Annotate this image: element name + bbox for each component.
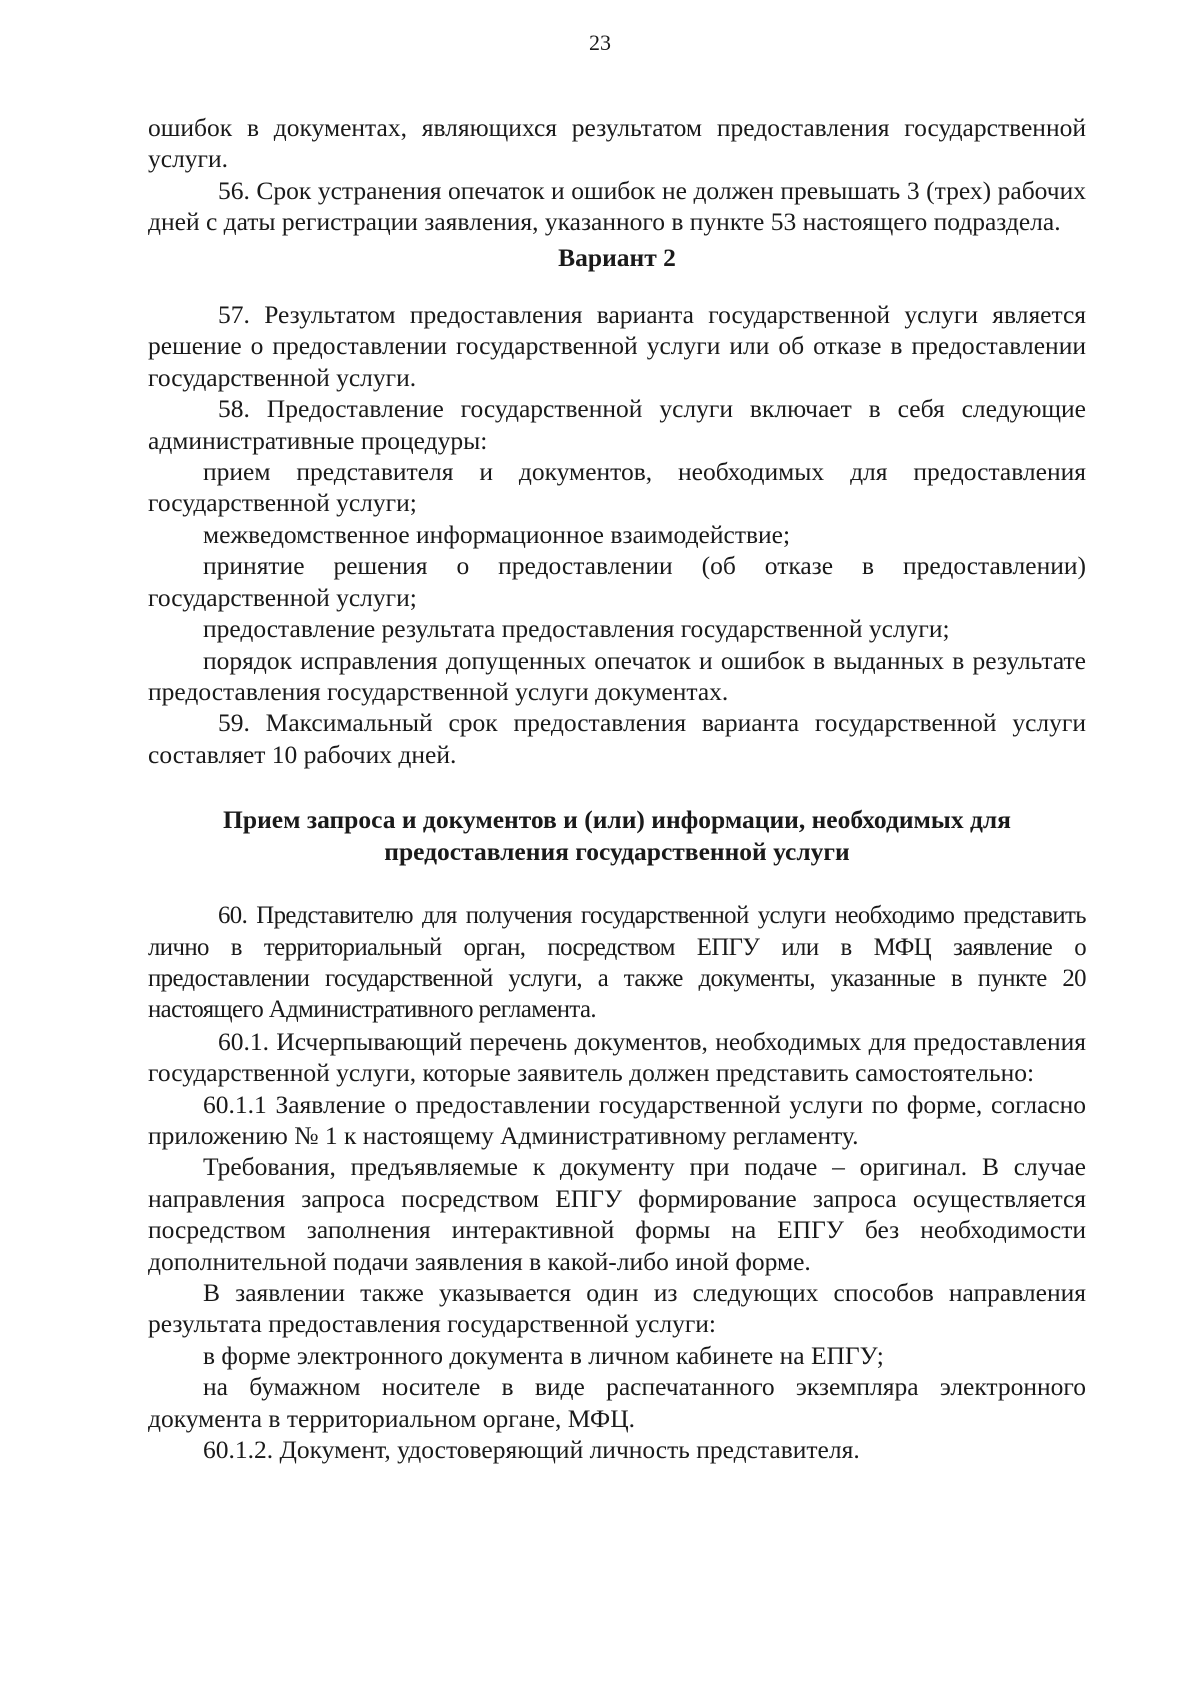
- paragraph-result-methods: В заявлении также указывается один из следующих способов направления результата предоставления государственной услуги:: [148, 1278, 1086, 1339]
- paragraph-58: 58. Предоставление государственной услуги включает в себя следующие административные процедуры:: [148, 394, 1086, 455]
- paragraph-59: 59. Максимальный срок предоставления варианта государственной услуги составляет 10 рабочих дней.: [148, 708, 1086, 769]
- procedure-item-3: принятие решения о предоставлении (об отказе в предоставлении) государственной услуги;: [148, 551, 1086, 612]
- variant-heading: Вариант 2: [558, 242, 676, 272]
- section-heading: Прием запроса и документов и (или) информации, необходимых для предоставления государственной услуги: [223, 805, 1011, 867]
- paragraph-continuation: ошибок в документах, являющихся результатом предоставления государственной услуги.: [148, 113, 1086, 174]
- procedure-item-5: порядок исправления допущенных опечаток и ошибок в выданных в результате предоставления государственной услуги документах.: [148, 645, 1086, 706]
- paragraph-requirements: Требования, предъявляемые к документу при подаче – оригинал. В случае направления запроса посредством ЕПГУ формирование запроса осуществляется посредством заполнения интерактивной формы на ЕПГУ без необходимости дополнительной подачи заявления в какой-либо иной форме.: [148, 1152, 1086, 1276]
- procedure-item-2: межведомственное информационное взаимодействие;: [203, 519, 791, 549]
- procedure-item-1: прием представителя и документов, необходимых для предоставления государственной услуги;: [148, 457, 1086, 518]
- result-method-1: в форме электронного документа в личном кабинете на ЕПГУ;: [203, 1340, 884, 1370]
- paragraph-60-1-2: 60.1.2. Документ, удостоверяющий личность представителя.: [203, 1435, 860, 1465]
- result-method-2: на бумажном носителе в виде распечатанного экземпляра электронного документа в территориальном органе, МФЦ.: [148, 1372, 1086, 1433]
- page-number: 23: [589, 30, 611, 55]
- paragraph-57: 57. Результатом предоставления варианта государственной услуги является решение о предоставлении государственной услуги или об отказе в предоставлении государственной услуги.: [148, 300, 1086, 392]
- document-body: [148, 112, 1086, 1465]
- paragraph-56: 56. Срок устранения опечаток и ошибок не должен превышать 3 (трех) рабочих дней с даты регистрации заявления, указанного в пункте 53 настоящего подраздела.: [148, 175, 1086, 237]
- paragraph-60-1-1: 60.1.1 Заявление о предоставлении государственной услуги по форме, согласно приложению № 1 к настоящему Административному регламенту.: [148, 1089, 1086, 1150]
- procedure-item-4: предоставление результата предоставления государственной услуги;: [203, 614, 950, 644]
- paragraph-60-1: 60.1. Исчерпывающий перечень документов, необходимых для предоставления государственной услуги, которые заявитель должен представить самостоятельно:: [148, 1026, 1086, 1088]
- paragraph-60: 60. Представителю для получения государственной услуги необходимо представить лично в территориальный орган, посредством ЕПГУ или в МФЦ заявление о предоставлении государственной услуги, а также документы, указанные в пункте 20 настоящего Административного регламента.: [148, 902, 1086, 1024]
